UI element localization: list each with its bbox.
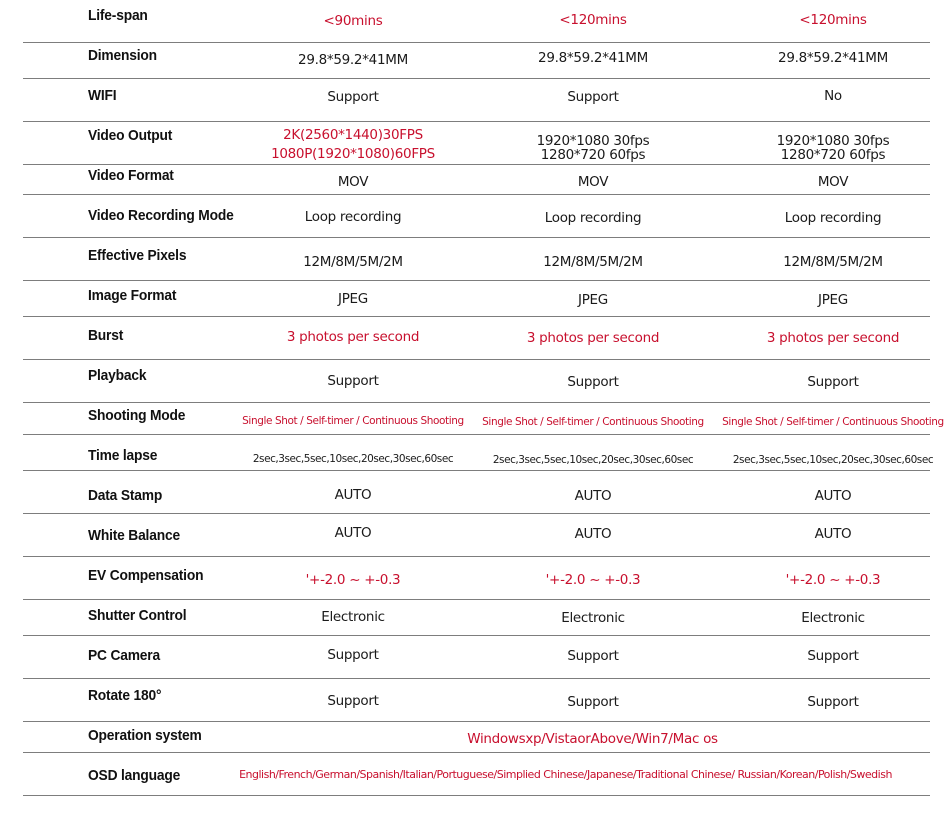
cell-model-1: Support — [327, 647, 379, 663]
cell-model-2: Support — [567, 89, 619, 105]
cell-model-2: <120mins — [559, 12, 627, 28]
row-label: Rotate 180° — [88, 687, 162, 704]
row-divider — [23, 194, 930, 195]
cell-model-2: Support — [567, 648, 619, 664]
row-divider — [23, 316, 930, 317]
row-label: Video Output — [88, 127, 173, 144]
cell-model-1: Single Shot / Self-timer / Continuous Shooting — [242, 415, 464, 427]
cell-model-3: Single Shot / Self-timer / Continuous Shooting — [722, 416, 944, 428]
cell-model-2: MOV — [577, 174, 609, 190]
row-label: Burst — [88, 327, 124, 344]
cell-model-2: Support — [567, 374, 619, 390]
row-divider — [23, 237, 930, 238]
row-label: Effective Pixels — [88, 247, 187, 264]
cell-model-3-line-2: 1280*720 60fps — [780, 147, 886, 163]
cell-model-2: 12M/8M/5M/2M — [543, 254, 643, 270]
cell-model-1-line-2: 1080P(1920*1080)60FPS — [271, 146, 435, 162]
cell-model-2-line-1: 1920*1080 30fps — [536, 133, 650, 149]
row-divider — [23, 513, 930, 514]
cell-all-models: Windowsxp/VistaorAbove/Win7/Mac os — [467, 731, 718, 747]
row-divider — [23, 164, 930, 165]
row-divider — [23, 280, 930, 281]
row-divider — [23, 795, 930, 796]
row-divider — [23, 599, 930, 600]
cell-model-1-line-1: 2K(2560*1440)30FPS — [283, 127, 423, 143]
cell-model-3: '+-2.0 ~ +-0.3 — [785, 572, 881, 588]
cell-model-2: AUTO — [574, 488, 612, 504]
cell-model-1: 29.8*59.2*41MM — [298, 52, 408, 68]
cell-model-3: Loop recording — [784, 210, 882, 226]
row-divider — [23, 556, 930, 557]
cell-model-3: AUTO — [814, 526, 852, 542]
cell-model-2: Single Shot / Self-timer / Continuous Shooting — [482, 416, 704, 428]
cell-model-3: JPEG — [818, 292, 848, 308]
row-divider — [23, 121, 930, 122]
cell-model-3: <120mins — [799, 12, 867, 28]
row-label: Video Recording Mode — [88, 207, 234, 224]
row-divider — [23, 42, 930, 43]
row-divider — [23, 635, 930, 636]
cell-model-2: 29.8*59.2*41MM — [538, 50, 648, 66]
cell-model-1: Electronic — [321, 609, 385, 625]
cell-model-2: Loop recording — [544, 210, 642, 226]
cell-model-1: AUTO — [334, 487, 372, 503]
row-label: Playback — [88, 367, 147, 384]
cell-model-1: AUTO — [334, 525, 372, 541]
cell-all-models: English/French/German/Spanish/Italian/Portuguese/Simplied Chinese/Japanese/Traditional Chinese/ Russian/Korean/Polish/Swedish — [239, 768, 892, 781]
cell-model-1: 2sec,3sec,5sec,10sec,20sec,30sec,60sec — [252, 453, 454, 465]
row-label: EV Compensation — [88, 567, 204, 584]
cell-model-2: 3 photos per second — [526, 330, 660, 346]
row-divider — [23, 752, 930, 753]
row-divider — [23, 470, 930, 471]
row-label: OSD language — [88, 767, 181, 784]
cell-model-3: 3 photos per second — [766, 330, 900, 346]
row-label: Shooting Mode — [88, 407, 186, 424]
cell-model-1: JPEG — [338, 291, 368, 307]
row-label: White Balance — [88, 527, 180, 544]
cell-model-1: <90mins — [323, 13, 383, 29]
row-label: Dimension — [88, 47, 157, 64]
cell-model-3: Support — [807, 648, 859, 664]
row-label: WIFI — [88, 87, 117, 104]
cell-model-3: MOV — [817, 174, 849, 190]
cell-model-3: 29.8*59.2*41MM — [778, 50, 888, 66]
row-label: Life-span — [88, 7, 148, 24]
cell-model-1: 12M/8M/5M/2M — [303, 254, 403, 270]
row-divider — [23, 402, 930, 403]
cell-model-2: Support — [567, 694, 619, 710]
row-label: Shutter Control — [88, 607, 187, 624]
cell-model-2: 2sec,3sec,5sec,10sec,20sec,30sec,60sec — [492, 454, 694, 466]
cell-model-2: AUTO — [574, 526, 612, 542]
cell-model-3: Support — [807, 374, 859, 390]
row-label: Operation system — [88, 727, 202, 744]
cell-model-1: MOV — [337, 174, 369, 190]
cell-model-3: Electronic — [801, 610, 865, 626]
cell-model-1: 3 photos per second — [286, 329, 420, 345]
cell-model-2: JPEG — [578, 292, 608, 308]
row-label: Time lapse — [88, 447, 158, 464]
row-divider — [23, 434, 930, 435]
cell-model-1: Support — [327, 89, 379, 105]
cell-model-3-line-1: 1920*1080 30fps — [776, 133, 890, 149]
cell-model-3: 2sec,3sec,5sec,10sec,20sec,30sec,60sec — [732, 454, 934, 466]
cell-model-1: '+-2.0 ~ +-0.3 — [305, 572, 401, 588]
cell-model-2-line-2: 1280*720 60fps — [540, 147, 646, 163]
row-divider — [23, 78, 930, 79]
row-divider — [23, 721, 930, 722]
row-label: Image Format — [88, 287, 177, 304]
cell-model-2: '+-2.0 ~ +-0.3 — [545, 572, 641, 588]
row-divider — [23, 359, 930, 360]
row-label: Video Format — [88, 167, 174, 184]
row-label: Data Stamp — [88, 487, 163, 504]
cell-model-1: Loop recording — [304, 209, 402, 225]
cell-model-1: Support — [327, 373, 379, 389]
cell-model-2: Electronic — [561, 610, 625, 626]
cell-model-3: AUTO — [814, 488, 852, 504]
cell-model-3: 12M/8M/5M/2M — [783, 254, 883, 270]
cell-model-3: No — [824, 88, 842, 104]
cell-model-3: Support — [807, 694, 859, 710]
row-divider — [23, 678, 930, 679]
cell-model-1: Support — [327, 693, 379, 709]
row-label: PC Camera — [88, 647, 160, 664]
